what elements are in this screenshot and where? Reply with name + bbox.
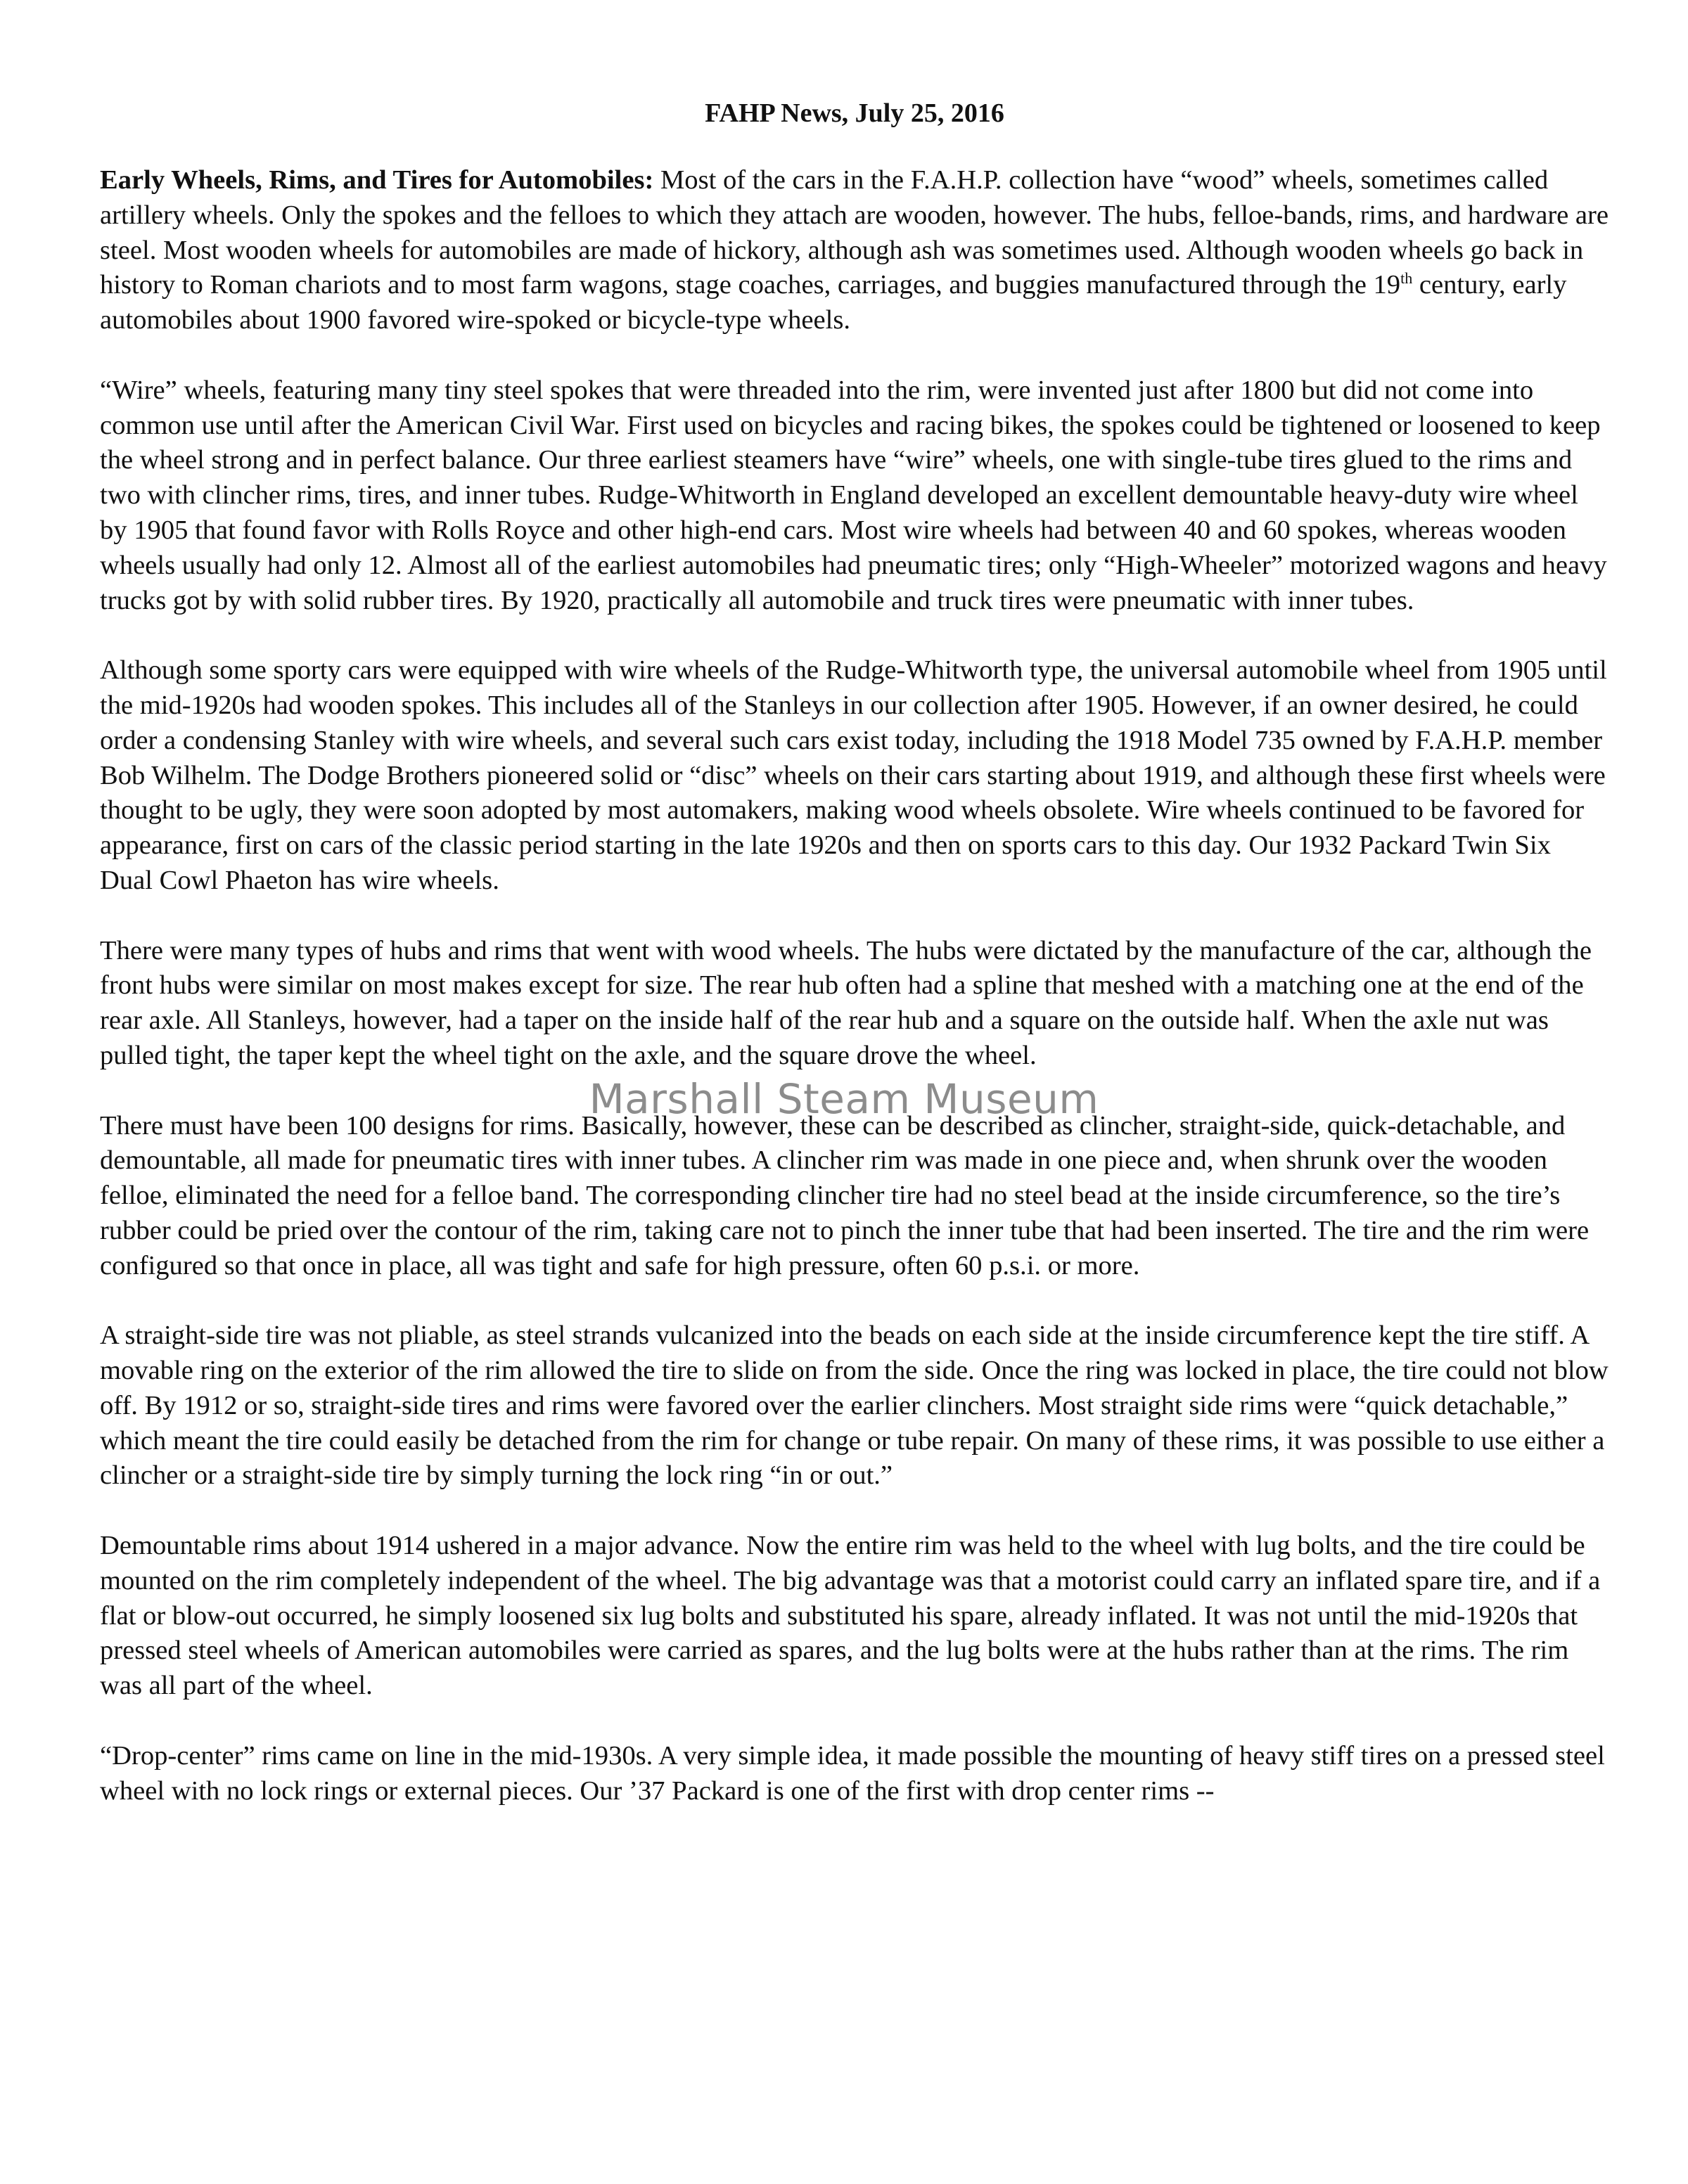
newsletter-title: FAHP News, July 25, 2016 — [705, 98, 1004, 128]
paragraph-drop-center: “Drop-center” rims came on line in the mid-1930s. A very simple idea, it made possible the mounting of heavy stiff tires on a pressed steel wheel with no lock rings or external pieces. Our ’37 Packard is one of the first with drop center rims -- — [100, 1740, 1605, 1806]
paragraph-early-wheels — [100, 163, 1609, 338]
watermark: Marshall Steam Museum — [589, 1075, 1099, 1123]
paragraph-demountable-rims: Demountable rims about 1914 ushered in a major advance. Now the entire rim was held to the wheel with lug bolts, and the tire could be mounted on the rim completely independent of the wheel. The big advantage was that a motorist could carry an inflated spare tire, and if a flat or blow-out occurred, he simply loosened six lug bolts and substituted his spare, already inflated. It was not until the mid-1920s that pressed steel wheels of American automobiles were carried as spares, and the lug bolts were at the hubs rather than at the rims. The rim was all part of the wheel. — [100, 1531, 1601, 1701]
section-heading: Early Wheels, Rims, and Tires for Automobiles: — [100, 165, 654, 195]
paragraph-wire-wheels: “Wire” wheels, featuring many tiny steel spokes that were threaded into the rim, were invented just after 1800 but did not come into common use until after the American Civil War. First used on bicycles and racing bikes, the spokes could be tightened or loosened to keep the wheel strong and in perfect balance. Our three earliest steamers have “wire” wheels, one with single-tube tires glued to the rims and two with clincher rims, tires, and inner tubes. Rudge-Whitworth in England developed an excellent demountable heavy-duty wire wheel by 1905 that found favor with Rolls Royce and other high-end cars. Most wire wheels had between 40 and 60 spokes, whereas wooden wheels usually had only 12. Almost all of the earliest automobiles had pneumatic tires; only “High-Wheeler” motorized wagons and heavy trucks got by with solid rubber tires. By 1920, practically all automobile and truck tires were pneumatic with inner tubes. — [100, 375, 1607, 615]
paragraph-straight-side: A straight-side tire was not pliable, as steel strands vulcanized into the beads on each side at the inside circumference kept the tire stiff. A movable ring on the exterior of the rim allowed the tire to slide on from the side. Once the ring was locked in place, the tire could not blow off. By 1912 or so, straight-side tires and rims were favored over the earlier clinchers. Most straight side rims were “quick detachable,” which meant the tire could easily be detached from the rim for change or tube repair. On many of these rims, it was possible to use either a clincher or a straight-side tire by simply turning the lock ring “in or out.” — [100, 1321, 1609, 1491]
document-page — [100, 96, 1609, 1844]
paragraph-hubs: There were many types of hubs and rims that went with wood wheels. The hubs were dictated by the manufacture of the car, although the front hubs were similar on most makes except for size. The rear hub often had a spline that meshed with a matching one at the end of the rear axle. All Stanleys, however, had a taper on the inside half of the rear hub and a square on the outside half. When the axle nut was pulled tight, the taper kept the wheel tight on the axle, and the square drove the wheel. — [100, 935, 1592, 1070]
paragraph-rim-designs: There must have been 100 designs for rims. Basically, however, these can be described as clincher, straight-side, quick-detachable, and demountable, all made for pneumatic tires with inner tubes. A clincher rim was made in one piece and, when shrunk over the wooden felloe, eliminated the need for a felloe band. The corresponding clincher tire had no steel bead at the inside circumference, so the tire’s rubber could be pried over the contour of the rim, taking care not to pinch the inner tube that had been inserted. The tire and the rim were configured so that once in place, all was tight and safe for high pressure, often 60 p.s.i. or more. — [100, 1110, 1590, 1280]
paragraph-wooden-spokes: Although some sporty cars were equipped with wire wheels of the Rudge-Whitworth type, the universal automobile wheel from 1905 until the mid-1920s had wooden spokes. This includes all of the Stanleys in our collection after 1905. However, if an owner desired, he could order a condensing Stanley with wire wheels, and several such cars exist today, including the 1918 Model 735 owned by F.A.H.P. member Bob Wilhelm. The Dodge Brothers pioneered solid or “disc” wheels on their cars starting about 1919, and although these first wheels were thought to be ugly, they were soon adopted by most automakers, making wood wheels obsolete. Wire wheels continued to be favored for appearance, first on cars of the classic period starting in the late 1920s and then on sports cars to this day. Our 1932 Packard Twin Six Dual Cowl Phaeton has wire wheels. — [100, 655, 1607, 895]
paragraph-text-continued: century, early automobiles about 1900 favored wire-spoked or bicycle-type wheels. — [100, 270, 1567, 335]
paragraph-text: Most of the cars in the F.A.H.P. collection have “wood” wheels, sometimes called artillery wheels. Only the spokes and the felloes to which they attach are wooden, however. The hubs, felloe-bands, rims, and hardware are steel. Most wooden wheels for automobiles are made of hickory, although ash was sometimes used. Although wooden wheels go back in history to Roman chariots and to most farm wagons, stage coaches, carriages, and buggies manufactured through the 19 — [100, 165, 1609, 300]
superscript-ordinal: th — [1400, 269, 1413, 288]
